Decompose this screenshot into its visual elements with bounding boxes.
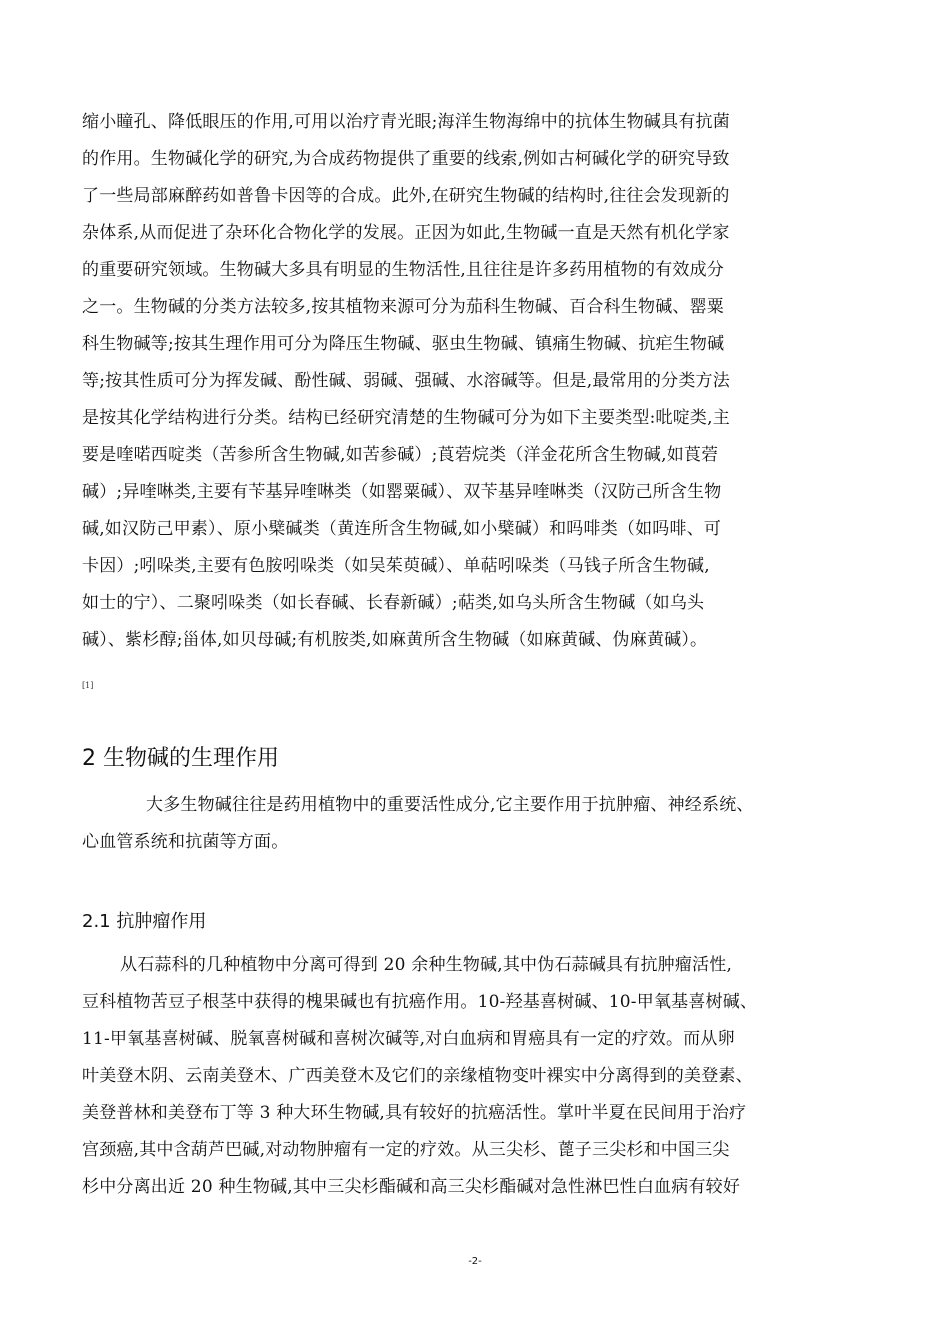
text-line: 美登普林和美登布丁等 3 种大环生物碱,具有较好的抗癌活性。掌叶半夏在民间用于治疗 — [82, 1103, 747, 1123]
text-line: 等;按其性质可分为挥发碱、酚性碱、弱碱、强碱、水溶碱等。但是,最常用的分类方法 — [82, 371, 730, 391]
text-line: 的作用。生物碱化学的研究,为合成药物提供了重要的线索,例如古柯碱化学的研究导致 — [82, 149, 730, 169]
text-line: 是按其化学结构进行分类。结构已经研究清楚的生物碱可分为如下主要类型:吡啶类,主 — [82, 408, 730, 428]
text-line: 心血管系统和抗菌等方面。 — [82, 832, 289, 852]
text-line: 碱）、紫杉醇;甾体,如贝母碱;有机胺类,如麻黄所含生物碱（如麻黄碱、伪麻黄碱）。 — [82, 630, 708, 650]
text-line: 了一些局部麻醉药如普鲁卡因等的合成。此外,在研究生物碱的结构时,往往会发现新的 — [82, 186, 730, 206]
text-line: 之一。生物碱的分类方法较多,按其植物来源可分为茄科生物碱、百合科生物碱、罂粟 — [82, 297, 725, 317]
text-line: 叶美登木阴、云南美登木、广西美登木及它们的亲缘植物变叶裸实中分离得到的美登素、 — [82, 1066, 753, 1086]
subsection-heading: 2.1 抗肿瘤作用 — [82, 911, 207, 932]
text-line: 从石蒜科的几种植物中分离可得到 20 余种生物碱,其中伪石蒜碱具有抗肿瘤活性, — [120, 955, 733, 975]
text-line: 科生物碱等;按其生理作用可分为降压生物碱、驱虫生物碱、镇痛生物碱、抗疟生物碱 — [82, 334, 725, 354]
text-line: 大多生物碱往往是药用植物中的重要活性成分,它主要作用于抗肿瘤、神经系统、 — [146, 795, 754, 815]
text-line: 的重要研究领域。生物碱大多具有明显的生物活性,且往往是许多药用植物的有效成分 — [82, 260, 725, 280]
text-line: 杂体系,从而促进了杂环化合物化学的发展。正因为如此,生物碱一直是天然有机化学家 — [82, 223, 730, 243]
text-line: 如士的宁）、二聚吲哚类（如长春碱、长春新碱）;萜类,如乌头所含生物碱（如乌头 — [82, 593, 705, 613]
page-number: -2- — [468, 1256, 482, 1267]
text-line: 要是喹喏西啶类（苦参所含生物碱,如苦参碱）;莨菪烷类（洋金花所含生物碱,如莨菪 — [82, 445, 719, 465]
text-line: 宫颈癌,其中含葫芦巴碱,对动物肿瘤有一定的疗效。从三尖杉、蓖子三尖杉和中国三尖 — [82, 1140, 730, 1160]
text-line: 豆科植物苦豆子根茎中获得的槐果碱也有抗癌作用。10-羟基喜树碱、10-甲氧基喜树碱、 — [82, 992, 758, 1012]
reference-marker: [1] — [82, 681, 94, 690]
text-line: 11-甲氧基喜树碱、脱氧喜树碱和喜树次碱等,对白血病和胃癌具有一定的疗效。而从卵 — [82, 1029, 735, 1049]
text-line: 碱）;异喹啉类,主要有苄基异喹啉类（如罂粟碱）、双苄基异喹啉类（汉防己所含生物 — [82, 482, 722, 502]
section-heading: 2 生物碱的生理作用 — [82, 746, 279, 771]
text-line: 卡因）;吲哚类,主要有色胺吲哚类（如吴茱萸碱）、单萜吲哚类（马钱子所含生物碱, — [82, 556, 710, 576]
text-line: 碱,如汉防己甲素）、原小檗碱类（黄连所含生物碱,如小檗碱）和吗啡类（如吗啡、可 — [82, 519, 722, 539]
text-line: 缩小瞳孔、降低眼压的作用,可用以治疗青光眼;海洋生物海绵中的抗体生物碱具有抗菌 — [82, 112, 730, 132]
text-line: 杉中分离出近 20 种生物碱,其中三尖杉酯碱和高三尖杉酯碱对急性淋巴性白血病有较好 — [82, 1177, 741, 1197]
